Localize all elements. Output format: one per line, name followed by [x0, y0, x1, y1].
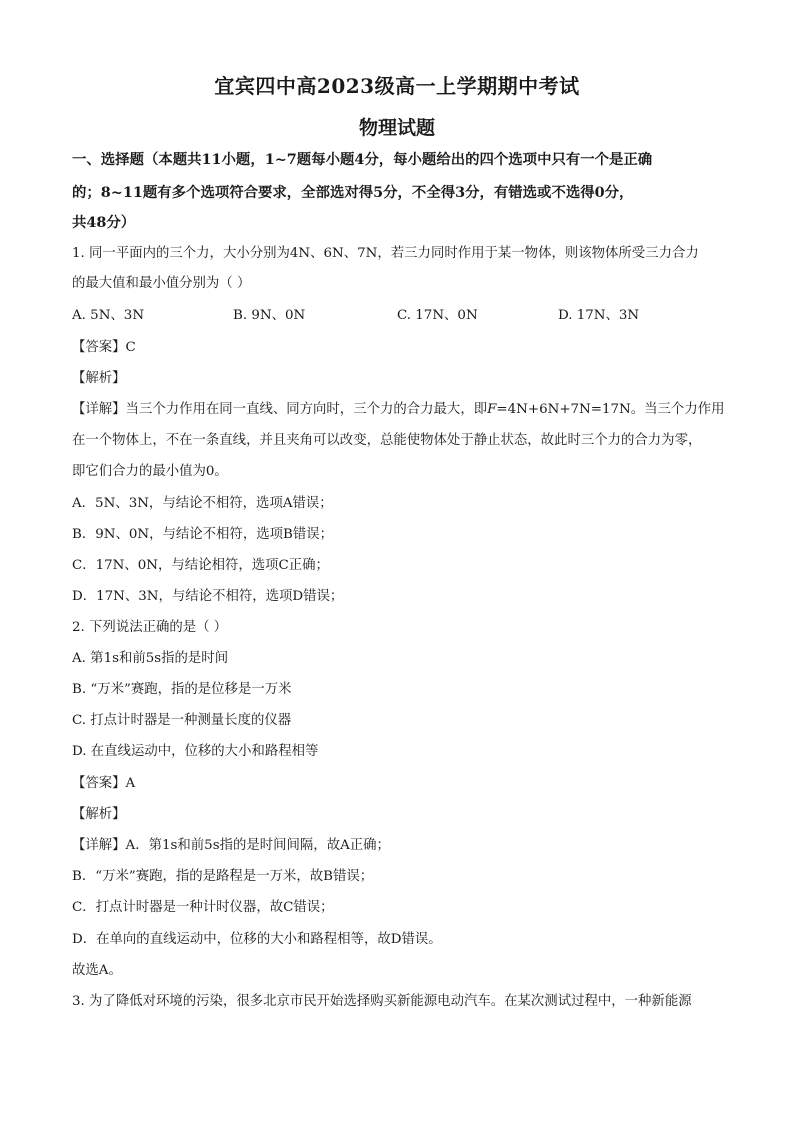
- q2-detail-line-2: B．“万米”赛跑，指的是路程是一万米，故B错误；: [72, 869, 374, 884]
- q2-answer: 【答案】A: [72, 776, 136, 791]
- q1-explain-a: A．5N、3N，与结论不相符，选项A错误；: [72, 496, 333, 511]
- q1-option-d: D. 17N、3N: [558, 308, 640, 323]
- q1-detail-line-1-post: =4N+6N+7N=17N。当三个力作用: [496, 402, 725, 417]
- q1-explain-c: C．17N、0N，与结论相符，选项C正确；: [72, 558, 329, 573]
- q1-stem-line-1: 1. 同一平面内的三个力，大小分别为4N、6N、7N，若三力同时作用于某一物体，则该物体所受三力合力: [72, 246, 699, 261]
- q1-explain-b: B．9N、0N，与结论不相符，选项B错误；: [72, 527, 334, 542]
- q2-analysis-label: 【解析】: [72, 807, 126, 822]
- section-header-line-3: 共48分）: [72, 214, 136, 231]
- q2-conclusion: 故选A。: [72, 963, 122, 978]
- q1-detail-line-3: 即它们合力的最小值为0。: [72, 464, 228, 479]
- section-header-line-2: 的；8~11题有多个选项符合要求，全部选对得5分，不全得3分，有错选或不选得0分，: [72, 184, 634, 201]
- q2-detail-line-3: C．打点计时器是一种计时仪器，故C错误；: [72, 900, 334, 915]
- q1-detail-line-2: 在一个物体上，不在一条直线，并且夹角可以改变，总能使物体处于静止状态，故此时三个力的合力为零，: [72, 433, 702, 448]
- q1-stem-line-2: 的最大值和最小值分别为（ ）: [72, 276, 251, 291]
- q2-option-b: B. “万米”赛跑，指的是位移是一万米: [72, 682, 292, 697]
- exam-title: 宜宾四中高2023级高一上学期期中考试: [214, 74, 580, 98]
- q1-detail-line-1-pre: 【详解】当三个力作用在同一直线、同方向时，三个力的合力最大，即: [72, 402, 488, 417]
- q3-stem-line-1: 3. 为了降低对环境的污染，很多北京市民开始选择购买新能源电动汽车。在某次测试过程中，一种新能源: [72, 994, 692, 1009]
- section-header-line-1: 一、选择题（本题共11小题，1~7题每小题4分，每小题给出的四个选项中只有一个是正确: [72, 151, 653, 168]
- q2-option-c: C. 打点计时器是一种测量长度的仪器: [72, 713, 292, 728]
- exam-subtitle: 物理试题: [358, 117, 435, 139]
- q2-option-d: D. 在直线运动中，位移的大小和路程相等: [72, 744, 319, 759]
- q1-option-a: A. 5N、3N: [72, 308, 145, 323]
- q1-detail-line-1: [72, 400, 732, 420]
- q2-detail-line-4: D．在单向的直线运动中，位移的大小和路程相等，故D错误。: [72, 932, 442, 947]
- q2-option-a: A. 第1s和前5s指的是时间: [72, 651, 229, 666]
- q1-analysis-label: 【解析】: [72, 371, 126, 386]
- q1-answer: 【答案】C: [72, 340, 136, 355]
- q1-option-b: B. 9N、0N: [233, 308, 306, 323]
- q1-detail-force-variable: F: [487, 402, 497, 417]
- q2-detail-line-1: 【详解】A．第1s和前5s指的是时间间隔，故A正确；: [72, 838, 390, 853]
- q1-explain-d: D．17N、3N，与结论不相符，选项D错误；: [72, 589, 344, 604]
- q2-stem: 2. 下列说法正确的是（ ）: [72, 620, 228, 635]
- q1-option-c: C. 17N、0N: [397, 308, 478, 323]
